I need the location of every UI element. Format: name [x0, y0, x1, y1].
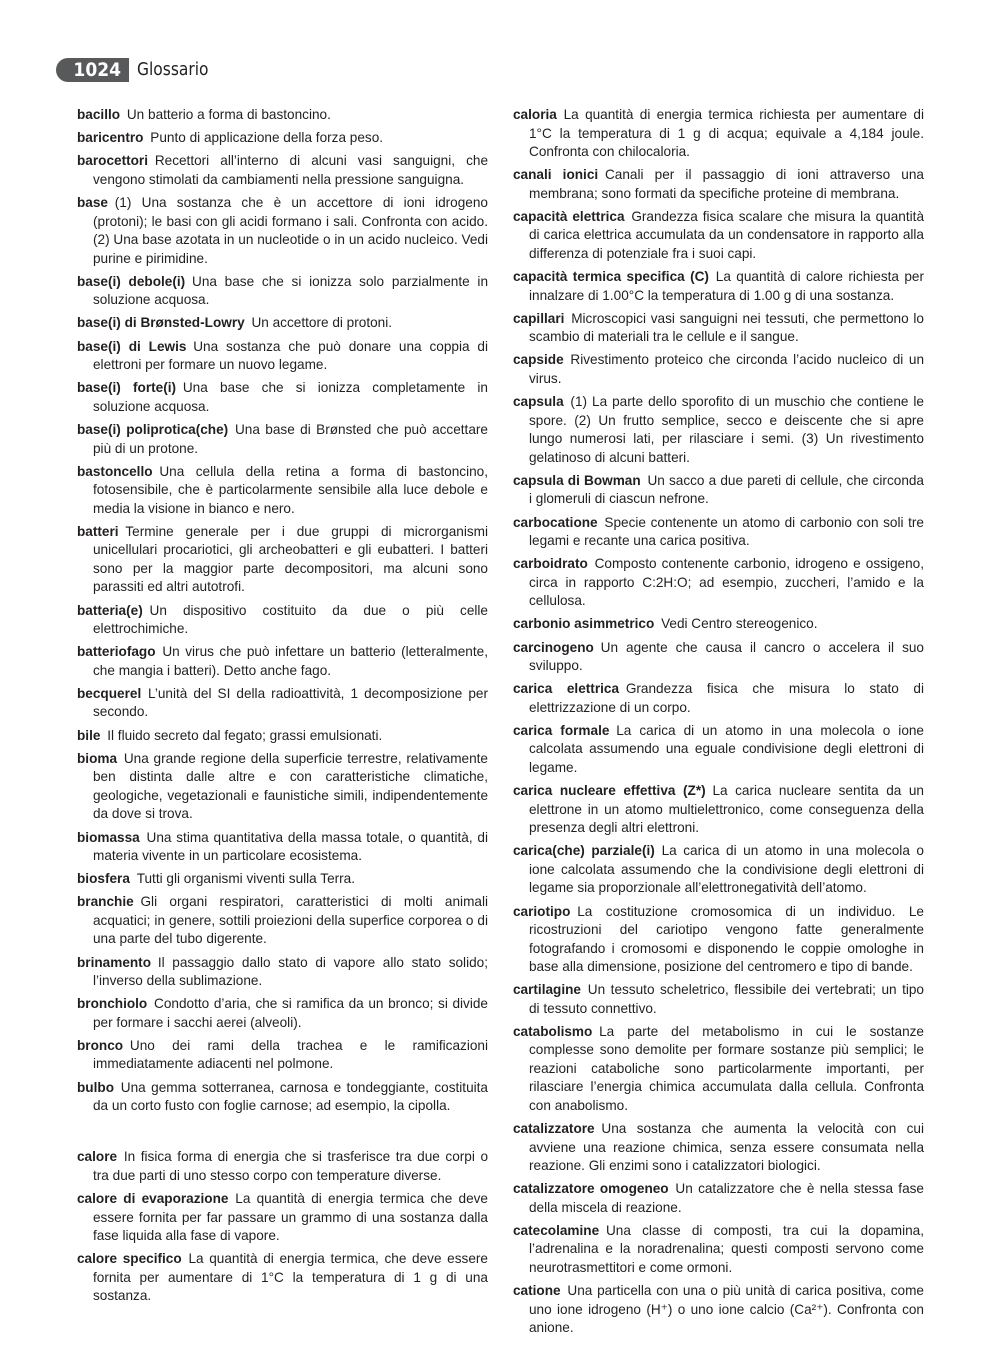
glossary-entry	[513, 268, 924, 305]
glossary-definition: Grandezza fisica scalare che misura la quantità di carica elettrica accumulata da un condensatore in rapporto alla differenza di potenziale fra i suoi capi.	[529, 208, 925, 261]
glossary-entry	[77, 995, 488, 1032]
glossary-entry	[513, 310, 924, 347]
glossary-entry	[513, 981, 924, 1018]
letter-gap	[77, 1120, 488, 1148]
glossary-entry	[513, 1180, 924, 1217]
glossary-definition: Una base che si ionizza completamente in soluzione acquosa.	[93, 380, 488, 414]
glossary-definition: Microscopici vasi sanguigni nei tessuti, che permettono lo scambio di materiali tra le cellule e il sangue.	[529, 310, 924, 345]
glossary-entry	[77, 129, 488, 148]
glossary-term: becquerel	[77, 685, 142, 701]
glossary-entry	[513, 1023, 924, 1116]
glossary-entry	[513, 639, 924, 676]
glossary-entry	[77, 954, 488, 991]
glossary-entry	[77, 685, 488, 722]
glossary-entry	[77, 463, 488, 519]
glossary-definition: Vedi Centro stereogenico.	[661, 616, 818, 632]
glossary-definition: La carica di un atomo in una molecola o ione calcolata assumendo che la condivisione degli elettroni di legame sia proporzionale all’elettronegatività dell’atomo.	[529, 843, 924, 896]
glossary-definition: Una stima quantitativa della massa totale, o quantità, di materia vivente in un particolare ecosistema.	[93, 829, 488, 863]
page-number: 1024	[56, 58, 129, 82]
glossary-definition: In fisica forma di energia che si trasferisce tra due corpi o tra due parti di uno stesso corpo con temperature diverse.	[93, 1149, 488, 1183]
glossary-definition: Una base che si ionizza solo parzialmente in soluzione acquosa.	[93, 273, 488, 308]
glossary-term: catalizzatore omogeneo	[513, 1181, 669, 1197]
glossary-term: base	[77, 195, 108, 211]
glossary-definition: Il fluido secreto dal fegato; grassi emulsionati.	[107, 727, 383, 743]
glossary-entry	[77, 1250, 488, 1306]
glossary-entry	[513, 208, 924, 264]
glossary-definition: La quantità di calore richiesta per innalzare di 1.00°C la temperatura di 1.00 g di una sostanza.	[529, 269, 925, 303]
glossary-term: capsula di Bowman	[513, 472, 641, 488]
glossary-term: catabolismo	[513, 1023, 593, 1039]
glossary-definition: Un agente che causa il cancro o accelera il suo sviluppo.	[529, 639, 924, 674]
glossary-entry	[77, 750, 488, 824]
glossary-definition: La carica di un atomo in una molecola o ione calcolata assumendo una eguale condivisione degli elettroni di legame.	[529, 722, 924, 775]
glossary-term: carica elettrica	[513, 681, 620, 697]
glossary-term: capacità elettrica	[513, 208, 625, 224]
glossary-term: base(i) debole(i)	[77, 273, 186, 289]
glossary-term: batteriofago	[77, 644, 156, 660]
glossary-term: base(i) forte(i)	[77, 380, 177, 396]
glossary-term: carboidrato	[513, 556, 588, 572]
glossary-entry	[77, 1190, 488, 1246]
glossary-term: base(i) poliprotica(che)	[77, 422, 229, 437]
glossary-term: calore specifico	[77, 1251, 182, 1267]
glossary-term: bastoncello	[77, 463, 153, 479]
glossary-definition: Termine generale per i due gruppi di microrganismi unicellulari procariotici, gli archeobatteri e gli eubatteri. I batteri sono per la maggior parte decompositori, ma alcuni sono parassiti ed altri autotrofi.	[93, 523, 488, 595]
glossary-definition: Una classe di composti, tra cui la dopamina, l’adrenalina e la noradrenalina; questi composti servono come neurotrasmettitori e come ormoni.	[529, 1222, 924, 1275]
glossary-definition: (1) La parte dello sporofito di un muschio che contiene le spore. (2) Un frutto semplice, secco e deiscente che si apre lungo numerosi lati, per rilasciare i semi. (3) Un rivestimento gelatinoso di alcuni batteri.	[529, 394, 924, 465]
glossary-definition: Una particella con una o più unità di carica positiva, come uno ione idrogeno (H⁺) o uno ione calcio (Ca²⁺). Confronta con anione.	[529, 1283, 924, 1336]
glossary-definition: Un dispositivo costituito da due o più celle elettrochimiche.	[93, 602, 488, 637]
glossary-entry	[513, 1282, 924, 1338]
glossary-entry	[77, 106, 488, 125]
glossary-definition: (1) Una sostanza che è un accettore di ioni idrogeno (protoni); le basi con gli acidi formano i sali. Confronta con acido. (2) Una base azotata in un nucleotide o in un acido nucleico. Vedi purine e pirimidine.	[93, 195, 488, 266]
glossary-entry	[513, 680, 924, 717]
glossary-definition: Punto di applicazione della forza peso.	[150, 130, 384, 146]
glossary-entry	[513, 514, 924, 551]
glossary-entry	[77, 727, 488, 746]
glossary-term: barocettori	[77, 153, 149, 169]
glossary-term: catalizzatore	[513, 1121, 595, 1137]
glossary-entry	[513, 903, 924, 977]
glossary-term: batteri	[77, 523, 119, 539]
glossary-definition: Composto contenente carbonio, idrogeno e ossigeno, circa in rapporto C:2H:O; ad esempio, zuccheri, l’amido e la cellulosa.	[529, 556, 924, 609]
glossary-definition: Un tessuto scheletrico, flessibile dei vertebrati; un tipo di tessuto connettivo.	[529, 982, 924, 1016]
glossary-definition: Il passaggio dallo stato di vapore allo stato solido; l’inverso della sublimazione.	[93, 954, 488, 989]
glossary-entry	[513, 166, 924, 203]
glossary-definition: Un batterio a forma di bastoncino.	[126, 107, 331, 122]
glossary-definition: La costituzione cromosomica di un individuo. Le ricostruzioni del cariotipo vengono fatte generalmente fotografando i cromosomi e disponendo le coppie omologhe in base alla dimensione, posizione del centromero e tipo di bande.	[529, 903, 924, 974]
glossary-entry	[513, 106, 924, 162]
glossary-definition: Una sostanza che aumenta la velocità con cui avviene una reazione chimica, senza essere consumata nella reazione. Gli enzimi sono i catalizzatori biologici.	[529, 1121, 924, 1174]
glossary-term: batteria(e)	[77, 602, 143, 618]
glossary-term: bronco	[77, 1037, 124, 1053]
glossary-entry	[513, 1120, 924, 1176]
glossary-definition: La quantità di energia termica richiesta per aumentare di 1°C la temperatura di 1 g di acqua; equivale a 4,184 joule. Confronta con chilocaloria.	[529, 107, 924, 159]
glossary-term: carica(che) parziale(i)	[513, 843, 655, 859]
glossary-term: catecolamine	[513, 1222, 600, 1238]
glossary-entry	[513, 722, 924, 778]
glossary-entry	[77, 1148, 488, 1185]
glossary-definition: Uno dei rami della trachea e le ramificazioni immediatamente adiacenti nel polmone.	[93, 1037, 488, 1072]
right-column	[513, 106, 924, 1342]
glossary-definition: Un catalizzatore che è nella stessa fase della miscela di reazione.	[529, 1181, 924, 1215]
glossary-entry	[77, 273, 488, 310]
glossary-term: bile	[77, 727, 101, 743]
glossary-definition: Condotto d’aria, che si ramifica da un bronco; si divide per formare i sacchi aerei (alveoli).	[93, 996, 488, 1030]
glossary-term: carica nucleare effettiva (Z*)	[513, 783, 706, 799]
glossary-term: caloria	[513, 107, 557, 122]
glossary-term: calore	[77, 1149, 118, 1165]
glossary-entry	[513, 351, 924, 388]
glossary-entry	[77, 314, 488, 333]
glossary-definition: L’unità del SI della radioattività, 1 decomposizione per secondo.	[93, 685, 488, 720]
glossary-term: bulbo	[77, 1079, 114, 1095]
glossary-definition: Tutti gli organismi viventi sulla Terra.	[136, 871, 356, 887]
glossary-term: biosfera	[77, 871, 130, 887]
glossary-entry	[77, 893, 488, 949]
glossary-term: canali ionici	[513, 167, 599, 183]
glossary-definition: La parte del metabolismo in cui le sostanze complesse sono demolite per formare sostanze più semplici; le reazioni cataboliche sono particolarmente importanti, per rilasciare l’energia chimica accumulata dalla cellula. Confronta con anabolismo.	[529, 1023, 924, 1113]
glossary-entry	[77, 829, 488, 866]
glossary-term: cartilagine	[513, 982, 581, 998]
glossary-entry	[77, 1079, 488, 1116]
glossary-entry	[513, 555, 924, 611]
glossary-entry	[77, 338, 488, 375]
glossary-definition: Una cellula della retina a forma di bastoncino, fotosensibile, che è particolarmente sensibile alla luce debole e media la visione in bianco e nero.	[93, 463, 488, 516]
glossary-term: carbocatione	[513, 514, 598, 530]
glossary-definition: Una base di Brønsted che può accettare più di un protone.	[93, 422, 488, 456]
glossary-definition: Gli organi respiratori, caratteristici di molti animali acquatici; in genere, sottili proiezioni della superfice corporea o di una parte del tubo digerente.	[93, 894, 488, 947]
glossary-entry	[77, 643, 488, 680]
glossary-definition: Un virus che può infettare un batterio (letteralmente, che mangia i batteri). Detto anche fago.	[93, 644, 488, 678]
glossary-entry	[77, 523, 488, 597]
glossary-definition: Un sacco a due pareti di cellule, che circonda i glomeruli di ciascun nefrone.	[529, 472, 924, 507]
glossary-definition: Canali per il passaggio di ioni attraverso una membrana; sono formati da specifiche proteine di membrana.	[529, 167, 924, 201]
glossary-entry	[77, 152, 488, 189]
glossary-term: bacillo	[77, 107, 121, 122]
glossary-term: carbonio asimmetrico	[513, 616, 655, 632]
left-column	[77, 106, 488, 1310]
glossary-term: biomassa	[77, 829, 140, 845]
glossary-definition: Recettori all’interno di alcuni vasi sanguigni, che vengono stimolati da cambiamenti nella pressione sanguigna.	[93, 153, 488, 187]
glossary-entry	[77, 194, 488, 268]
glossary-term: base(i) di Brønsted-Lowry	[77, 315, 245, 331]
glossary-definition: La carica nucleare sentita da un elettrone in un atomo multielettronico, come conseguenza della presenza degli altri elettroni.	[529, 783, 924, 836]
glossary-definition: Grandezza fisica che misura lo stato di elettrizzazione di un corpo.	[529, 681, 924, 715]
glossary-entry	[77, 602, 488, 639]
glossary-entry	[513, 393, 924, 467]
glossary-term: bioma	[77, 750, 118, 766]
page-header	[0, 58, 1000, 82]
glossary-definition: Una gemma sotterranea, carnosa e tondeggiante, costituita da un corto fusto con foglie carnose; ad esempio, la cipolla.	[93, 1079, 488, 1114]
glossary-term: carcinogeno	[513, 639, 594, 655]
section-title: Glossario	[137, 59, 209, 80]
glossary-term: capacità termica specifica (C)	[513, 269, 709, 285]
glossary-entry	[513, 1222, 924, 1278]
glossary-definition: La quantità di energia termica, che deve essere fornita per aumentare di 1°C la temperatura di 1 g di una sostanza.	[93, 1251, 488, 1304]
glossary-entry	[513, 842, 924, 898]
glossary-term: capsula	[513, 394, 564, 410]
glossary-term: capside	[513, 352, 564, 368]
glossary-entry	[513, 782, 924, 838]
glossary-term: cariotipo	[513, 903, 571, 919]
glossary-term: brinamento	[77, 954, 152, 970]
glossary-definition: Una grande regione della superficie terrestre, relativamente ben distinta dalle altre e con caratteristiche climatiche, geologiche, vegetazionali e faunistiche simili, indipendentemente da dove si trova.	[93, 750, 488, 822]
glossary-entry	[77, 870, 488, 889]
glossary-term: baricentro	[77, 130, 144, 146]
glossary-definition: Una sostanza che può donare una coppia di elettroni per formare un nuovo legame.	[93, 338, 488, 373]
glossary-entry	[513, 472, 924, 509]
glossary-term: capillari	[513, 310, 565, 326]
glossary-definition: Specie contenente un atomo di carbonio con soli tre legami e recante una carica positiva.	[529, 514, 924, 548]
glossary-definition: La quantità di energia termica che deve essere fornita per far passare un grammo di una sostanza dalla fase liquida alla fase di vapore.	[93, 1191, 488, 1243]
glossary-term: carica formale	[513, 722, 610, 738]
glossary-entry	[77, 421, 488, 458]
glossary-term: base(i) di Lewis	[77, 338, 187, 354]
glossary-term: branchie	[77, 894, 134, 910]
glossary-definition: Rivestimento proteico che circonda l’acido nucleico di un virus.	[529, 352, 924, 386]
glossary-definition: Un accettore di protoni.	[251, 315, 393, 331]
glossary-term: bronchiolo	[77, 996, 148, 1012]
glossary-term: catione	[513, 1283, 561, 1299]
glossary-entry	[513, 615, 924, 634]
glossary-entry	[77, 1037, 488, 1074]
glossary-term: calore di evaporazione	[77, 1191, 229, 1206]
glossary-entry	[77, 379, 488, 416]
